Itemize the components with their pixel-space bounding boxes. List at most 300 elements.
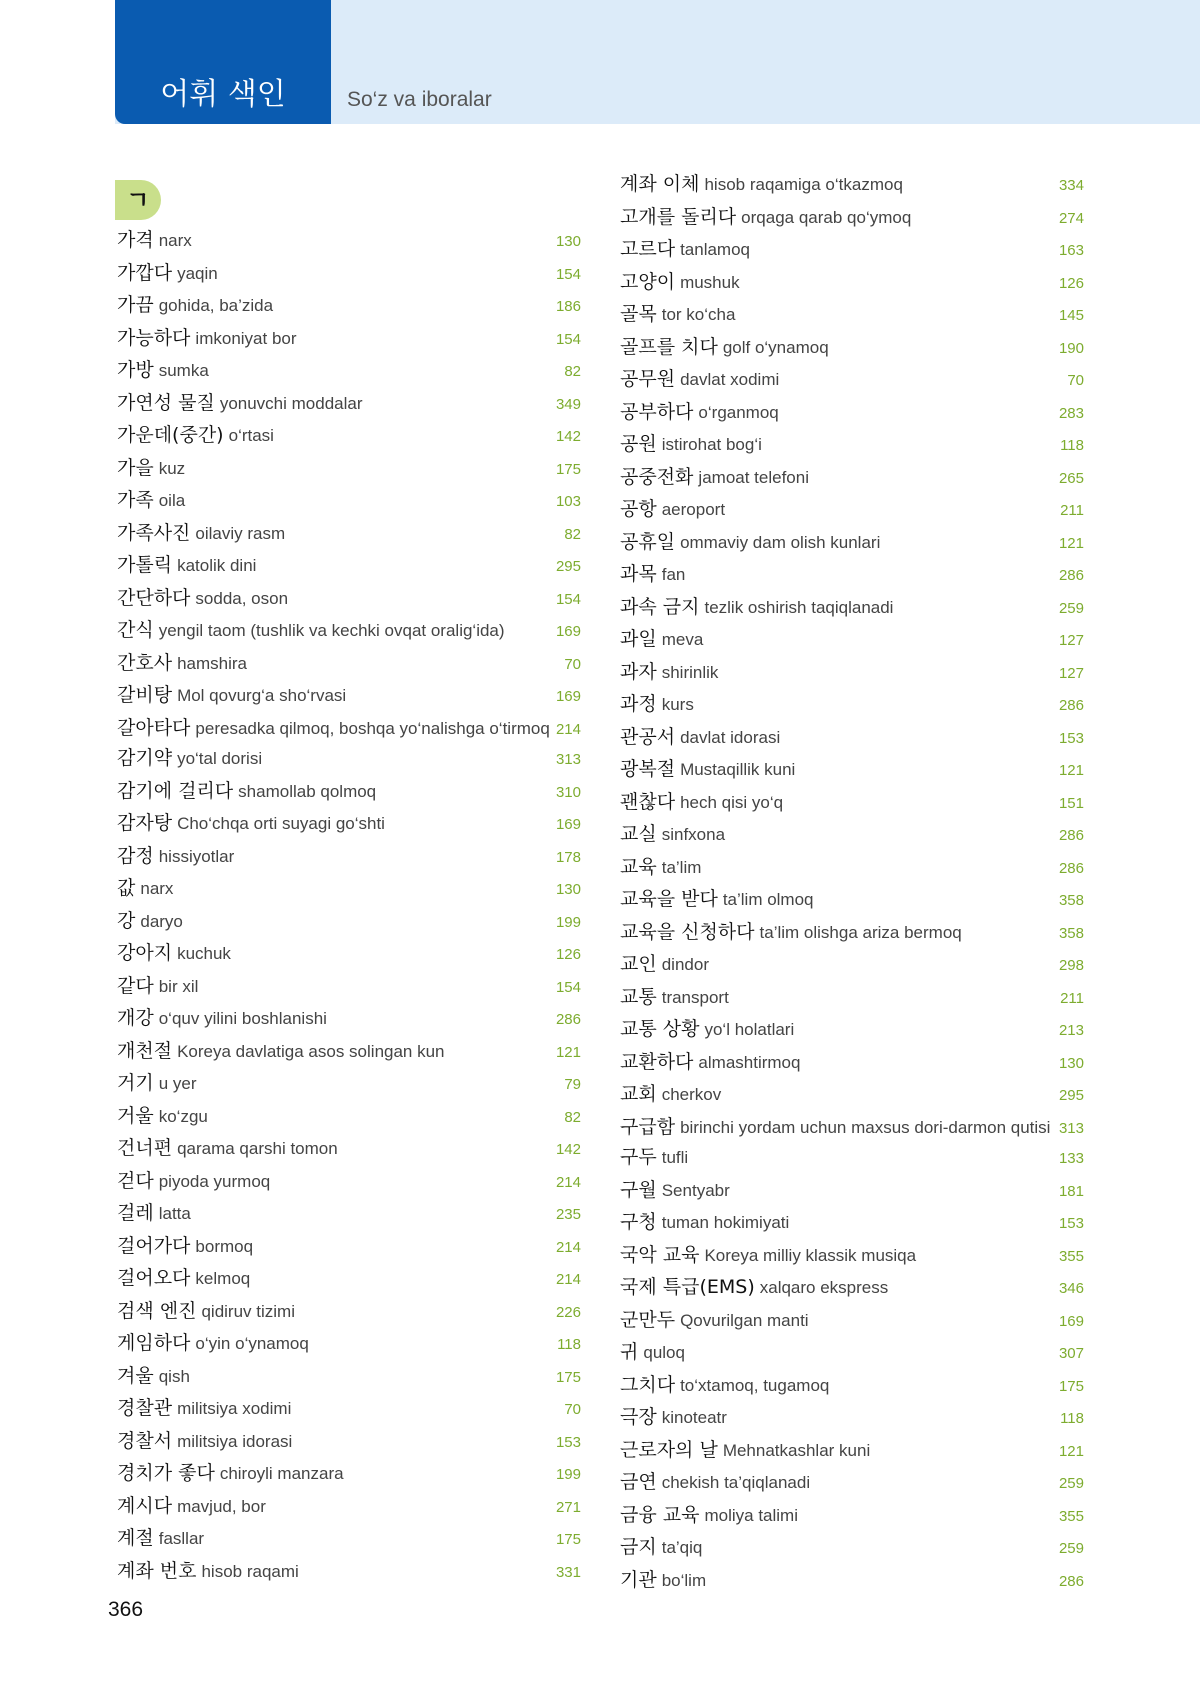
entry-page-number: 295	[555, 558, 581, 575]
index-entry	[620, 627, 1084, 652]
entry-definition: peresadka qilmoq, boshqa yo‘nalishga o‘tirmoq	[195, 718, 550, 738]
entry-page-number: 130	[1058, 1054, 1084, 1072]
index-entry	[620, 270, 1084, 295]
entry-page-number: 310	[555, 783, 581, 801]
index-entry	[620, 1503, 1084, 1528]
entry-definition: katolik dini	[177, 556, 257, 575]
index-entry	[117, 1364, 581, 1389]
index-entry	[117, 358, 581, 383]
entry-definition: hisob raqami	[201, 1561, 299, 1581]
entry-definition: istirohat bog‘i	[661, 435, 762, 454]
entry-definition: hamshira	[177, 653, 247, 673]
index-entry	[117, 811, 581, 836]
entry-headword: 간식	[117, 619, 154, 641]
entry-headword: 가운데(중간)	[117, 424, 224, 446]
entry-text	[620, 1470, 1035, 1495]
entry-headword: 경치가 좋다	[117, 1462, 215, 1484]
entry-text	[620, 237, 1035, 262]
entry-page-number: 154	[555, 265, 581, 283]
entry-definition: kuz	[158, 458, 186, 478]
index-entry	[620, 367, 1084, 392]
index-entry	[117, 779, 581, 804]
index-entry	[620, 1470, 1084, 1495]
entry-text	[620, 1438, 1035, 1463]
entry-page-number: 274	[1058, 209, 1084, 227]
entry-text	[117, 326, 532, 351]
entry-text	[620, 1340, 1035, 1365]
index-entry	[620, 1373, 1084, 1398]
entry-definition: qish	[158, 1366, 190, 1386]
entry-headword: 고개를 돌리다	[620, 205, 737, 228]
entry-text	[117, 746, 532, 771]
entry-headword: 공중전화	[620, 465, 694, 488]
entry-text	[117, 1331, 532, 1356]
index-entry	[117, 586, 581, 611]
entry-headword: 감기에 걸리다	[117, 779, 234, 802]
entry-headword: 값	[117, 877, 136, 899]
entry-page-number: 286	[1058, 1572, 1084, 1590]
entry-text	[117, 1136, 532, 1161]
index-entry	[620, 497, 1084, 522]
entry-definition: o‘rtasi	[228, 426, 274, 445]
entry-text	[117, 1071, 532, 1096]
entry-headword: 교통	[620, 985, 657, 1008]
entry-headword: 과자	[620, 660, 657, 683]
entry-text	[620, 595, 1035, 620]
entry-page-number: 355	[1058, 1507, 1084, 1525]
index-entry	[620, 1405, 1084, 1430]
entry-page-number: 259	[1058, 1540, 1084, 1557]
entry-definition: yonuvchi moddalar	[219, 393, 363, 413]
entry-page-number: 121	[1058, 1442, 1084, 1460]
entry-text	[620, 1405, 1035, 1430]
index-entry	[620, 1340, 1084, 1365]
index-entry	[620, 1178, 1084, 1203]
index-entry	[620, 725, 1084, 750]
entry-headword: 가능하다	[117, 326, 191, 349]
entry-page-number: 334	[1058, 177, 1084, 194]
section-letter-badge: ㄱ	[115, 180, 161, 220]
entry-text	[620, 1243, 1035, 1268]
entry-page-number: 154	[555, 590, 581, 608]
entry-definition: meva	[661, 630, 704, 649]
entry-text	[117, 423, 532, 448]
entry-page-number: 211	[1060, 502, 1084, 519]
entry-text	[117, 228, 532, 253]
entry-definition: Koreya milliy klassik musiqa	[704, 1245, 917, 1265]
index-entry	[620, 1243, 1084, 1268]
index-entry	[620, 1050, 1084, 1075]
entry-headword: 가깝다	[117, 261, 173, 284]
entry-definition: hissiyotlar	[158, 846, 235, 866]
index-entry	[117, 746, 581, 771]
entry-headword: 국악 교육	[620, 1243, 700, 1266]
entry-text	[117, 1559, 532, 1584]
entry-page-number: 283	[1058, 404, 1084, 422]
index-entry	[117, 293, 581, 318]
index-entry	[117, 423, 581, 448]
entry-text	[620, 335, 1035, 360]
entry-page-number: 118	[1060, 437, 1084, 454]
entry-text	[620, 952, 1035, 977]
entry-page-number: 142	[555, 428, 581, 445]
entry-headword: 계좌 이체	[620, 173, 700, 195]
entry-headword: 기관	[620, 1568, 657, 1591]
entry-page-number: 163	[1058, 242, 1084, 259]
index-entry	[117, 1299, 581, 1324]
entry-text	[117, 391, 532, 416]
entry-definition: imkoniyat bor	[195, 328, 297, 348]
entry-page-number: 82	[564, 363, 581, 380]
index-column-right	[620, 172, 1084, 1600]
entry-page-number: 186	[555, 298, 581, 315]
entry-page-number: 259	[1058, 599, 1084, 617]
entry-headword: 가을	[117, 456, 154, 479]
entry-page-number: 142	[555, 1141, 581, 1158]
entry-page-number: 346	[1058, 1280, 1084, 1297]
index-entry	[620, 595, 1084, 620]
entry-definition: sumka	[158, 361, 209, 380]
entry-page-number: 82	[564, 525, 581, 543]
entry-page-number: 153	[1058, 1215, 1084, 1232]
entry-headword: 걷다	[117, 1169, 154, 1192]
entry-page-number: 130	[555, 233, 581, 250]
entry-definition: yo‘l holatlari	[704, 1020, 795, 1039]
entry-headword: 교환하다	[620, 1050, 694, 1073]
entry-page-number: 214	[555, 1238, 581, 1256]
entry-page-number: 298	[1058, 957, 1084, 974]
entry-definition: kurs	[661, 695, 694, 714]
entry-text	[117, 1169, 532, 1194]
entry-definition: to‘xtamoq, tugamoq	[680, 1375, 830, 1395]
entry-headword: 가톨릭	[117, 554, 173, 576]
entry-definition: cherkov	[661, 1085, 722, 1104]
entry-page-number: 121	[1058, 762, 1084, 779]
entry-text	[117, 1234, 532, 1259]
entry-page-number: 358	[1058, 892, 1084, 909]
entry-headword: 감정	[117, 844, 154, 867]
entry-page-number: 286	[1058, 859, 1084, 877]
entry-definition: hisob raqamiga o‘tkazmoq	[704, 175, 903, 194]
entry-page-number: 286	[1058, 827, 1084, 844]
entry-definition: Cho‘chqa orti suyagi go‘shti	[177, 814, 385, 833]
entry-page-number: 175	[1058, 1377, 1084, 1395]
entry-definition: quloq	[643, 1343, 685, 1362]
entry-definition: tezlik oshirish taqiqlanadi	[704, 597, 894, 617]
entry-headword: 교회	[620, 1083, 657, 1105]
entry-headword: 공부하다	[620, 400, 694, 423]
entry-page-number: 358	[1058, 924, 1084, 942]
entry-definition: moliya talimi	[704, 1505, 798, 1525]
index-entry	[117, 716, 581, 741]
index-entry	[620, 465, 1084, 490]
entry-definition: davlat idorasi	[680, 727, 781, 747]
entry-text	[117, 293, 532, 318]
index-entry	[620, 920, 1084, 945]
entry-text	[117, 811, 532, 836]
index-entry	[117, 553, 581, 578]
entry-text	[620, 1050, 1035, 1075]
entry-headword: 교인	[620, 953, 657, 975]
entry-page-number: 169	[1058, 1312, 1084, 1330]
entry-headword: 구두	[620, 1146, 657, 1168]
entry-definition: chiroyli manzara	[219, 1464, 344, 1483]
index-entry	[117, 261, 581, 286]
entry-headword: 근로자의 날	[620, 1438, 718, 1461]
index-entry	[117, 228, 581, 253]
entry-definition: Mol qovurg‘a sho‘rvasi	[177, 686, 347, 705]
entry-text	[117, 488, 532, 513]
index-entry	[117, 456, 581, 481]
entry-headword: 금지	[620, 1536, 657, 1558]
entry-page-number: 214	[555, 1271, 581, 1288]
entry-text	[117, 683, 532, 708]
index-entry	[117, 651, 581, 676]
index-entry	[117, 326, 581, 351]
entry-definition: tufli	[661, 1148, 689, 1167]
index-column-left	[117, 228, 581, 1591]
entry-text	[117, 941, 532, 966]
entry-headword: 금연	[620, 1471, 657, 1493]
index-entry	[620, 172, 1084, 197]
entry-page-number: 214	[555, 1173, 581, 1191]
entry-page-number: 199	[555, 1466, 581, 1483]
entry-headword: 경찰서	[117, 1429, 173, 1452]
entry-definition: kinoteatr	[661, 1408, 727, 1427]
entry-headword: 골목	[620, 303, 657, 325]
entry-text	[117, 779, 532, 804]
entry-text	[117, 358, 532, 383]
entry-definition: bormoq	[195, 1236, 254, 1256]
entry-page-number: 175	[555, 1368, 581, 1386]
entry-text	[117, 1461, 532, 1486]
entry-headword: 군만두	[620, 1308, 676, 1331]
entry-text	[117, 1039, 532, 1064]
index-entry	[620, 1535, 1084, 1560]
entry-page-number: 175	[555, 1531, 581, 1548]
entry-definition: oila	[158, 491, 186, 510]
entry-headword: 걸어오다	[117, 1267, 191, 1289]
entry-headword: 간호사	[117, 651, 173, 674]
entry-text	[620, 985, 1035, 1010]
entry-definition: birinchi yordam uchun maxsus dori-darmon qutisi	[680, 1117, 1051, 1137]
entry-definition: davlat xodimi	[680, 370, 780, 389]
entry-page-number: 349	[555, 395, 581, 413]
entry-text	[117, 844, 532, 869]
entry-headword: 가족	[117, 489, 154, 511]
entry-definition: o‘rganmoq	[698, 402, 779, 422]
entry-headword: 골프를 치다	[620, 335, 718, 358]
entry-headword: 고르다	[620, 238, 676, 260]
entry-page-number: 235	[555, 1206, 581, 1223]
entry-headword: 그치다	[620, 1373, 676, 1396]
index-entry	[620, 887, 1084, 912]
index-entry	[620, 1438, 1084, 1463]
entry-page-number: 214	[555, 720, 581, 738]
entry-page-number: 313	[1058, 1119, 1084, 1137]
entry-text	[117, 553, 532, 578]
index-entry	[620, 335, 1084, 360]
index-entry	[117, 1201, 581, 1226]
entry-text	[620, 887, 1035, 912]
entry-text	[620, 465, 1035, 490]
entry-headword: 광복절	[620, 758, 676, 780]
entry-page-number: 154	[555, 978, 581, 996]
entry-text	[117, 618, 532, 643]
index-entry	[620, 400, 1084, 425]
index-entry	[620, 530, 1084, 555]
index-entry	[117, 1266, 581, 1291]
index-entry	[620, 692, 1084, 717]
entry-text	[620, 1210, 1035, 1235]
entry-definition: ta’lim	[661, 857, 702, 877]
entry-headword: 강아지	[117, 942, 173, 964]
entry-text	[620, 302, 1035, 327]
entry-definition: ta’lim olmoq	[722, 890, 814, 909]
entry-page-number: 130	[555, 881, 581, 898]
entry-text	[620, 530, 1035, 555]
entry-page-number: 286	[1058, 697, 1084, 714]
entry-text	[620, 1308, 1035, 1333]
entry-text	[117, 456, 532, 481]
entry-text	[620, 270, 1035, 295]
entry-text	[117, 974, 532, 999]
entry-definition: orqaga qarab qo‘ymoq	[741, 207, 912, 227]
entry-headword: 과목	[620, 563, 657, 585]
index-entry	[620, 1568, 1084, 1593]
entry-text	[620, 627, 1035, 652]
index-entry	[117, 488, 581, 513]
entry-page-number: 226	[555, 1303, 581, 1321]
index-entry	[620, 205, 1084, 230]
entry-page-number: 169	[555, 688, 581, 705]
entry-headword: 교실	[620, 823, 657, 845]
entry-text	[117, 1201, 532, 1226]
entry-text	[620, 660, 1035, 685]
entry-page-number: 126	[555, 946, 581, 963]
entry-definition: Sentyabr	[661, 1180, 730, 1200]
index-entry	[117, 1169, 581, 1194]
entry-definition: militsiya idorasi	[177, 1431, 293, 1451]
entry-text	[620, 562, 1035, 587]
entry-definition: shirinlik	[661, 662, 719, 682]
entry-headword: 가격	[117, 229, 154, 251]
entry-headword: 게임하다	[117, 1332, 191, 1354]
entry-page-number: 126	[1058, 274, 1084, 292]
entry-text	[117, 1526, 532, 1551]
entry-definition: o‘yin o‘ynamoq	[195, 1334, 309, 1353]
index-entry	[620, 1308, 1084, 1333]
index-entry	[117, 1396, 581, 1421]
entry-definition: Mehnatkashlar kuni	[722, 1440, 871, 1460]
entry-page-number: 82	[564, 1108, 581, 1126]
entry-headword: 감기약	[117, 747, 173, 769]
entry-headword: 공무원	[620, 368, 676, 390]
entry-headword: 공항	[620, 498, 657, 520]
entry-text	[117, 261, 532, 286]
entry-definition: oilaviy rasm	[195, 523, 286, 543]
entry-text	[620, 1535, 1035, 1560]
entry-text	[620, 172, 1035, 197]
entry-definition: narx	[158, 231, 192, 250]
entry-text	[117, 651, 532, 676]
entry-definition: tuman hokimiyati	[661, 1213, 790, 1232]
index-entry	[117, 974, 581, 999]
entry-text	[620, 367, 1035, 392]
page-title: 어휘 색인	[160, 77, 286, 112]
entry-headword: 국제 특급(EMS)	[620, 1276, 755, 1298]
index-entry	[117, 1494, 581, 1519]
entry-text	[620, 920, 1035, 945]
entry-definition: o‘quv yilini boshlanishi	[158, 1009, 327, 1028]
index-entry	[117, 876, 581, 901]
entry-headword: 과정	[620, 693, 657, 715]
entry-definition: mavjud, bor	[177, 1496, 266, 1516]
entry-definition: piyoda yurmoq	[158, 1171, 271, 1191]
entry-text	[620, 855, 1035, 880]
index-entry	[117, 618, 581, 643]
entry-text	[117, 586, 532, 611]
entry-page-number: 151	[1058, 794, 1084, 812]
entry-headword: 개강	[117, 1007, 154, 1029]
entry-definition: kelmoq	[195, 1269, 251, 1288]
entry-headword: 간단하다	[117, 586, 191, 609]
index-entry	[117, 1234, 581, 1259]
entry-page-number: 295	[1058, 1087, 1084, 1104]
entry-page-number: 286	[1058, 567, 1084, 584]
entry-headword: 극장	[620, 1406, 657, 1428]
index-entry	[117, 391, 581, 416]
entry-text	[620, 432, 1035, 457]
entry-page-number: 213	[1058, 1022, 1084, 1039]
entry-page-number: 178	[555, 848, 581, 866]
entry-text	[620, 822, 1035, 847]
index-entry	[117, 1331, 581, 1356]
entry-headword: 구급함	[620, 1115, 676, 1138]
index-entry	[620, 1017, 1084, 1042]
entry-page-number: 103	[555, 493, 581, 510]
entry-page-number: 307	[1058, 1345, 1084, 1362]
entry-text	[117, 521, 532, 546]
entry-definition: sinfxona	[661, 825, 726, 844]
entry-headword: 갈아타다	[117, 716, 191, 739]
entry-headword: 경찰관	[117, 1397, 173, 1419]
entry-text	[620, 1115, 1113, 1140]
index-entry	[117, 909, 581, 934]
entry-headword: 개천절	[117, 1039, 173, 1062]
index-entry	[620, 1115, 1084, 1140]
index-entry	[620, 855, 1084, 880]
index-entry	[117, 941, 581, 966]
entry-headword: 가방	[117, 359, 154, 381]
entry-definition: bir xil	[158, 976, 199, 996]
entry-definition: mushuk	[680, 272, 740, 292]
entry-headword: 구청	[620, 1211, 657, 1233]
entry-headword: 교육	[620, 855, 657, 878]
entry-definition: gohida, ba’zida	[158, 296, 274, 315]
entry-text	[117, 1494, 532, 1519]
entry-page-number: 121	[1058, 534, 1084, 552]
entry-page-number: 259	[1058, 1475, 1084, 1492]
index-entry	[620, 432, 1084, 457]
index-entry	[620, 562, 1084, 587]
entry-definition: qidiruv tizimi	[201, 1301, 295, 1321]
entry-definition: tanlamoq	[680, 240, 750, 259]
index-entry	[117, 1461, 581, 1486]
entry-page-number: 211	[1060, 989, 1084, 1007]
entry-text	[620, 1145, 1035, 1170]
index-entry	[620, 1275, 1084, 1300]
